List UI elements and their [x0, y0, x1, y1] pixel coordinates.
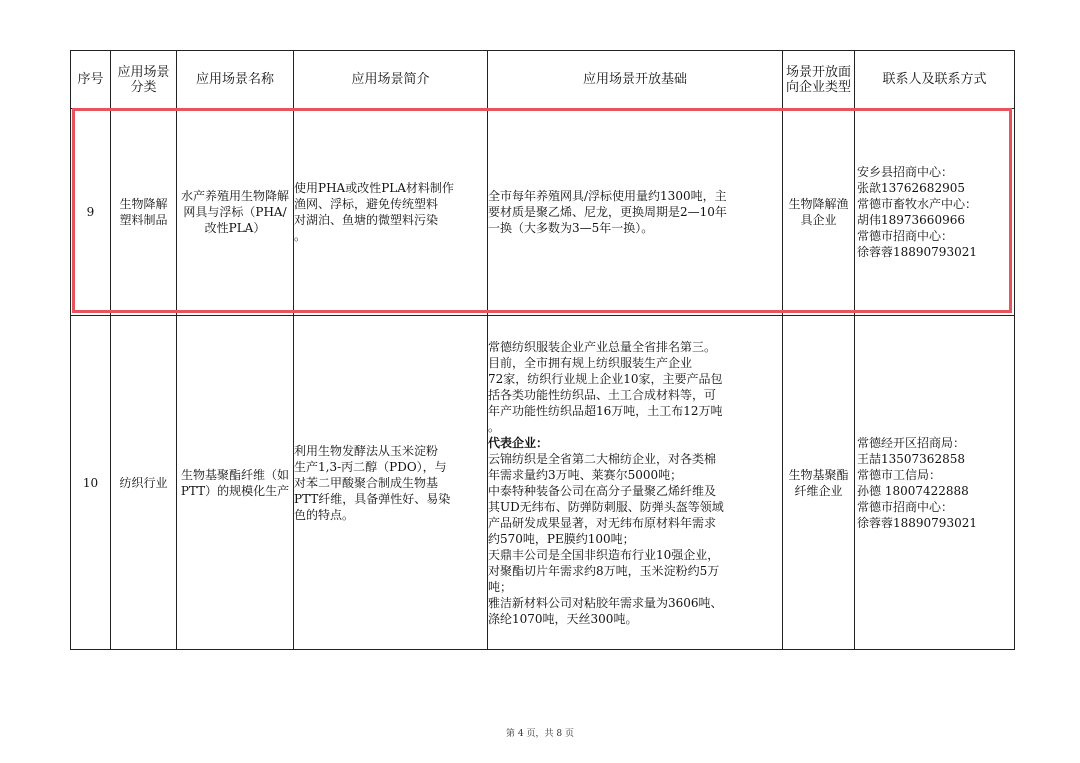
row-category: 生物降解塑料制品: [111, 109, 177, 316]
row-intro: 使用PHA或改性PLA材料制作 渔网、浮标，避免传统塑料 对湖泊、鱼塘的微塑料污染 。: [294, 109, 488, 316]
row-name: 水产养殖用生物降解网具与浮标（PHA/改性PLA）: [177, 109, 294, 316]
row-no: 10: [71, 316, 111, 650]
header-name: 应用场景名称: [177, 51, 294, 109]
row-contact: 常德经开区招商局： 王喆13507362858 常德市工信局： 孙德 18007422888 常德市招商中心： 徐蓉蓉18890793021: [855, 316, 1015, 650]
header-category: 应用场景分类: [111, 51, 177, 109]
table-row: [71, 316, 1015, 650]
row-basis: 全市每年养殖网具/浮标使用量约1300吨，主 要材质是聚乙烯、尼龙，更换周期是2—10年 一换（大多数为3—5年一换）。: [488, 109, 783, 316]
header-target: 场景开放面向企业类型: [783, 51, 855, 109]
row-no: 9: [71, 109, 111, 316]
header-no: 序号: [71, 51, 111, 109]
row-target: 生物降解渔具企业: [783, 109, 855, 316]
header-basis: 应用场景开放基础: [488, 51, 783, 109]
scenario-table: [70, 50, 1015, 650]
header-intro: 应用场景简介: [294, 51, 488, 109]
page-footer: 第 4 页，共 8 页: [506, 729, 574, 739]
row-category: 纺织行业: [111, 316, 177, 650]
header-row: [71, 51, 1015, 109]
row-contact: 安乡县招商中心： 张歆13762682905 常德市畜牧水产中心： 胡伟18973660966 常德市招商中心： 徐蓉蓉18890793021: [855, 109, 1015, 316]
row-target: 生物基聚酯纤维企业: [783, 316, 855, 650]
row-basis: 常德纺织服装企业产业总量全省排名第三。 目前，全市拥有规上纺织服装生产企业 72家，纺织行业规上企业10家，主要产品包 括各类功能性纺织品、土工合成材料等，可 年产功能性纺织品超16万吨，土工布12万吨 。 代表企业： 云锦纺织是全省第二大棉纺企业，对各类棉 年需求量约3万吨、莱赛尔5000吨； 中泰特种装备公司在高分子量聚乙烯纤维及 其UD无纬布、防弹防刺服、防弹头盔等领域 产品研发成果显著，对无纬布原材料年需求 约570吨，PE膜约100吨； 天鼎丰公司是全国非织造布行业10强企业， 对聚酯切片年需求约8万吨，玉米淀粉约5万 吨； 雅洁新材料公司对粘胶年需求量为3606吨、 涤纶1070吨，天丝300吨。: [488, 316, 783, 650]
row-name: 生物基聚酯纤维（如PTT）的规模化生产: [177, 316, 294, 650]
header-contact: 联系人及联系方式: [855, 51, 1015, 109]
table-row: [71, 109, 1015, 316]
representative-label: 代表企业：: [488, 435, 549, 450]
row-intro: 利用生物发酵法从玉米淀粉 生产1,3-丙二醇（PDO），与 对苯二甲酸聚合制成生物基 PTT纤维，具备弹性好、易染 色的特点。: [294, 316, 488, 650]
